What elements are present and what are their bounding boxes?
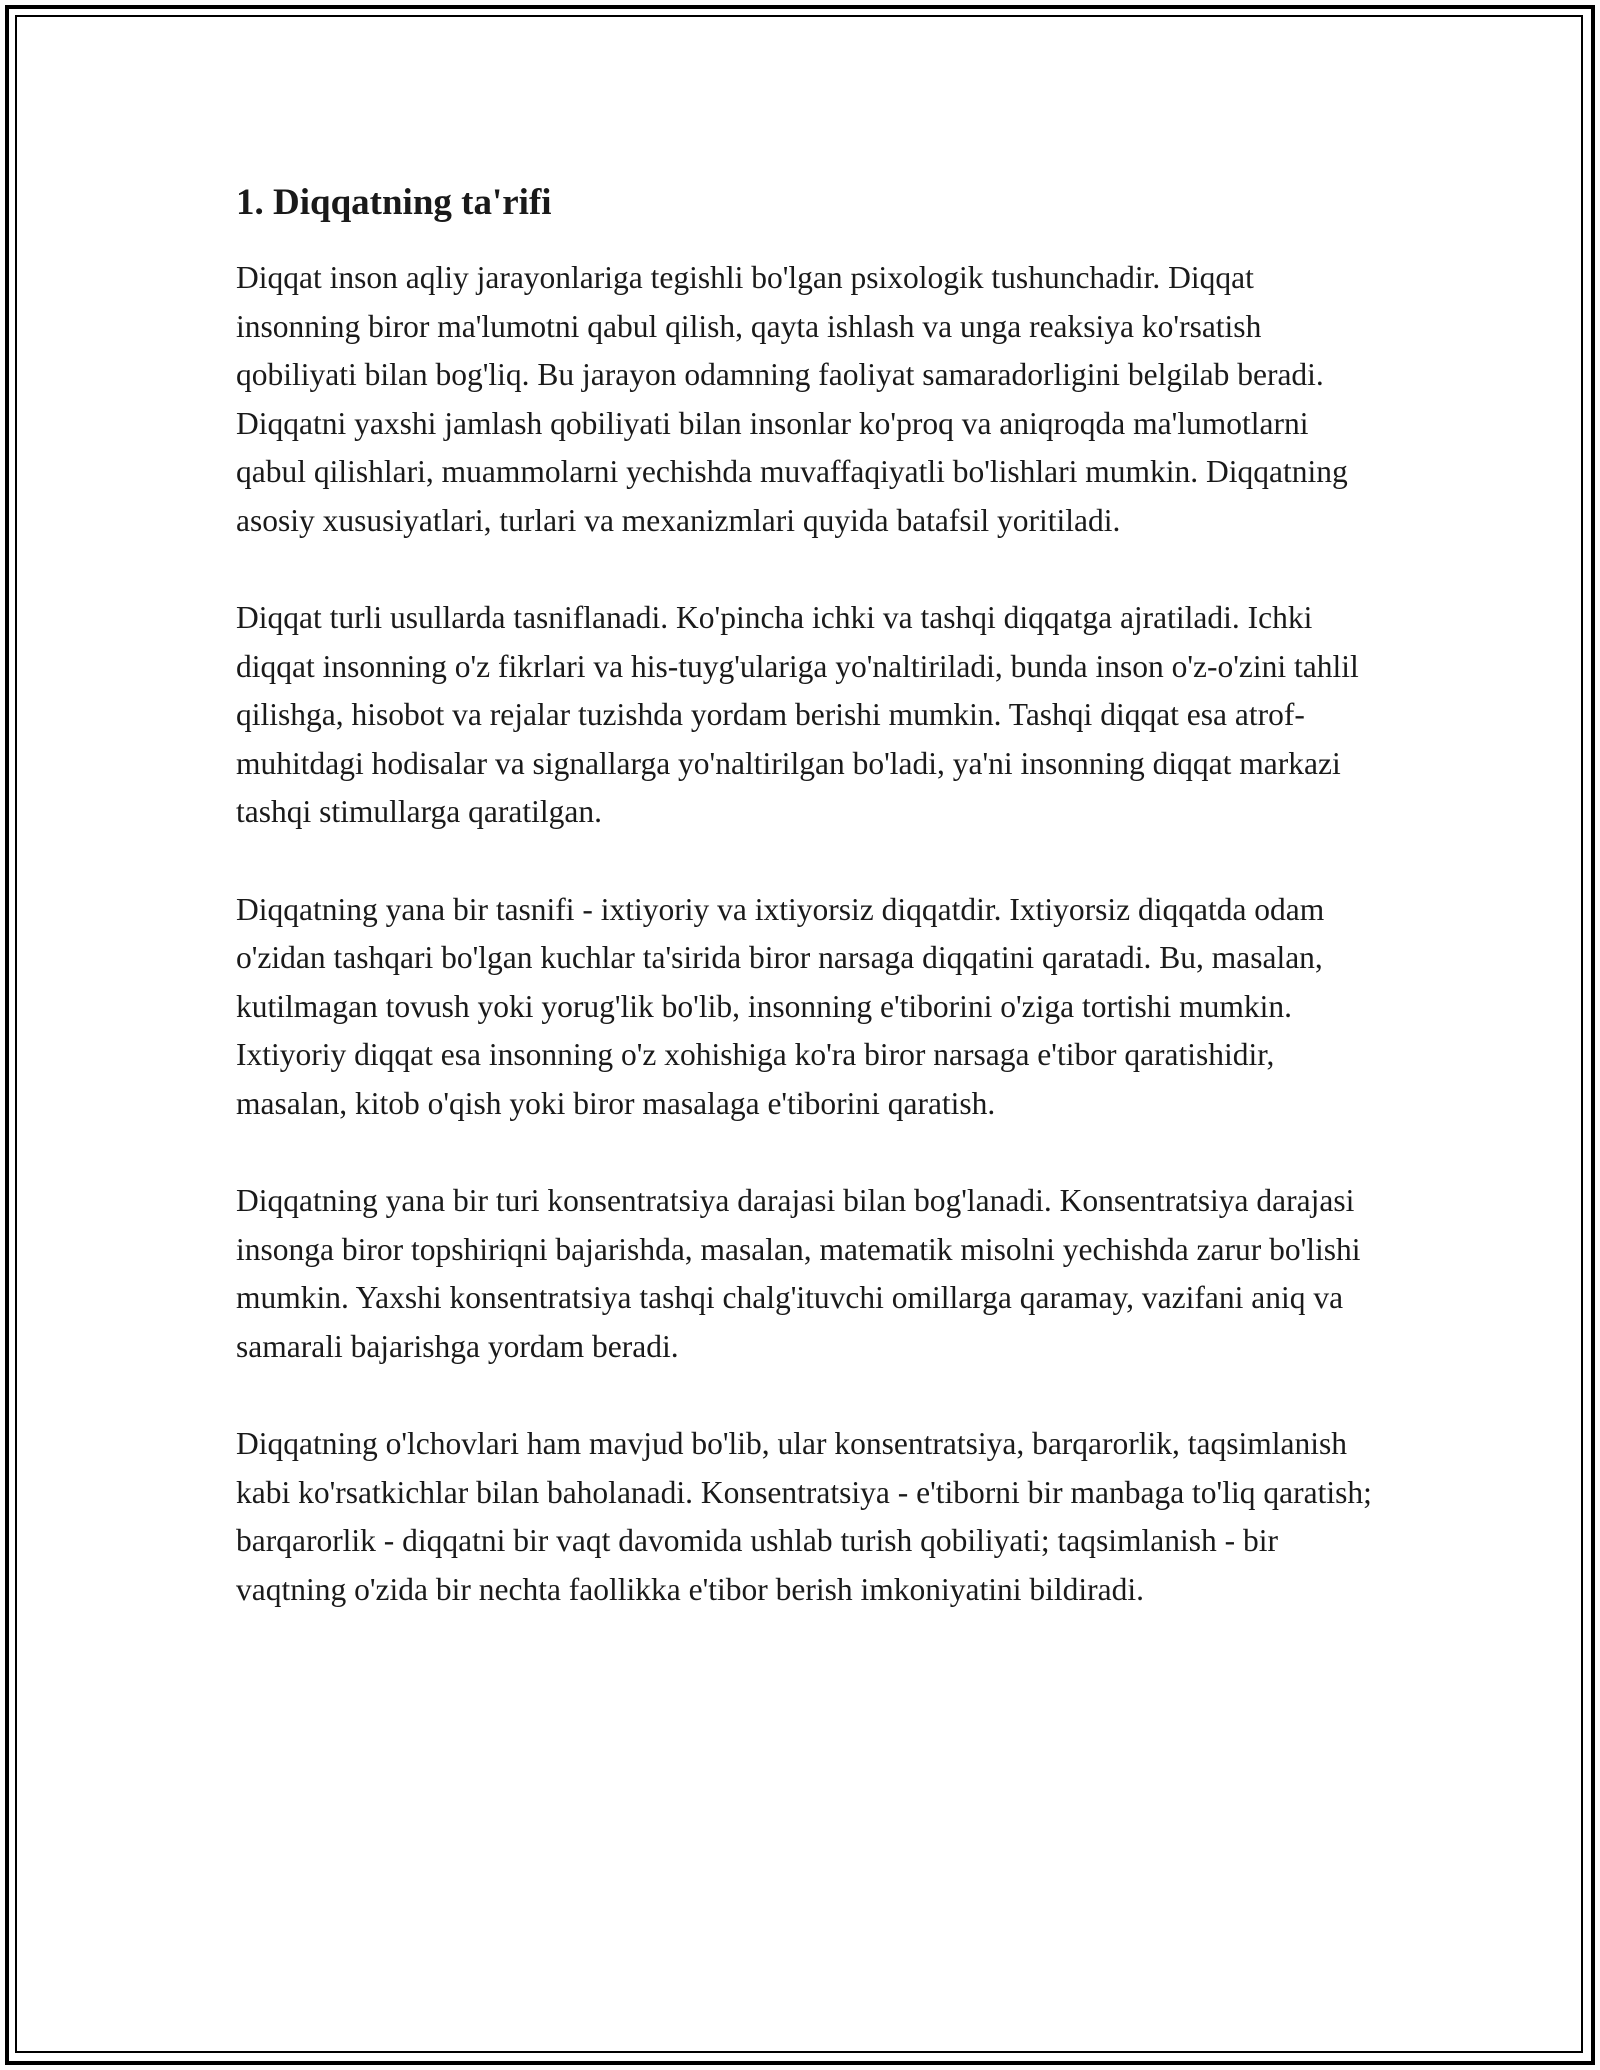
- paragraph-definition: Diqqat inson aqliy jarayonlariga tegishli bo'lgan psixologik tushunchadir. Diqqat insonning biror ma'lumotni qabul qilish, qayta ishlash va unga reaksiya ko'rsatish qobiliyati bilan bog'liq. Bu jarayon odamning faoliyat samaradorligini belgilab beradi. Diqqatni yaxshi jamlash qobiliyati bilan insonlar ko'proq va aniqroqda ma'lumotlarni qabul qilishlari, muammolarni yechishda muvaffaqiyatli bo'lishlari mumkin. Diqqatning asosiy xususiyatlari, turlari va mexanizmlari quyida batafsil yoritiladi.: [236, 260, 1348, 538]
- paragraph-concentration: Diqqatning yana bir turi konsentratsiya darajasi bilan bog'lanadi. Konsentratsiya darajasi insonga biror topshiriqni bajarishda, masalan, matematik misolni yechishda zarur bo'lishi mumkin. Yaxshi konsentratsiya tashqi chalg'ituvchi omillarga qaramay, vazifani aniq va samarali bajarishga yordam beradi.: [236, 1183, 1361, 1364]
- paragraph-measures: Diqqatning o'lchovlari ham mavjud bo'lib, ular konsentratsiya, barqarorlik, taqsimlanish kabi ko'rsatkichlar bilan baholanadi. Konsentratsiya - e'tiborni bir manbaga to'liq qaratish; barqarorlik - diqqatni bir vaqt davomida ushlab turish qobiliyati; taqsimlanish - bir vaqtning o'zida bir nechta faollikka e'tibor berish imkoniyatini bildiradi.: [236, 1426, 1372, 1607]
- document-body: [236, 180, 1376, 1663]
- section-heading: 1. Diqqatning ta'rifi: [236, 182, 552, 223]
- paragraph-internal-external: Diqqat turli usullarda tasniflanadi. Ko'pincha ichki va tashqi diqqatga ajratiladi. Ichki diqqat insonning o'z fikrlari va his-tuyg'ulariga yo'naltiriladi, bunda inson o'z-o'zini tahlil qilishga, hisobot va rejalar tuzishda yordam berishi mumkin. Tashqi diqqat esa atrof-muhitdagi hodisalar va signallarga yo'naltirilgan bo'ladi, ya'ni insonning diqqat markazi tashqi stimullarga qaratilgan.: [236, 600, 1359, 830]
- paragraph-voluntary-involuntary: Diqqatning yana bir tasnifi - ixtiyoriy va ixtiyorsiz diqqatdir. Ixtiyorsiz diqqatda odam o'zidan tashqari bo'lgan kuchlar ta'sirida biror narsaga diqqatini qaratadi. Bu, masalan, kutilmagan tovush yoki yorug'lik bo'lib, insonning e'tiborini o'ziga tortishi mumkin. Ixtiyoriy diqqat esa insonning o'z xohishiga ko'ra biror narsaga e'tibor qaratishidir, masalan, kitob o'qish yoki biror masalaga e'tiborini qaratish.: [236, 891, 1325, 1121]
